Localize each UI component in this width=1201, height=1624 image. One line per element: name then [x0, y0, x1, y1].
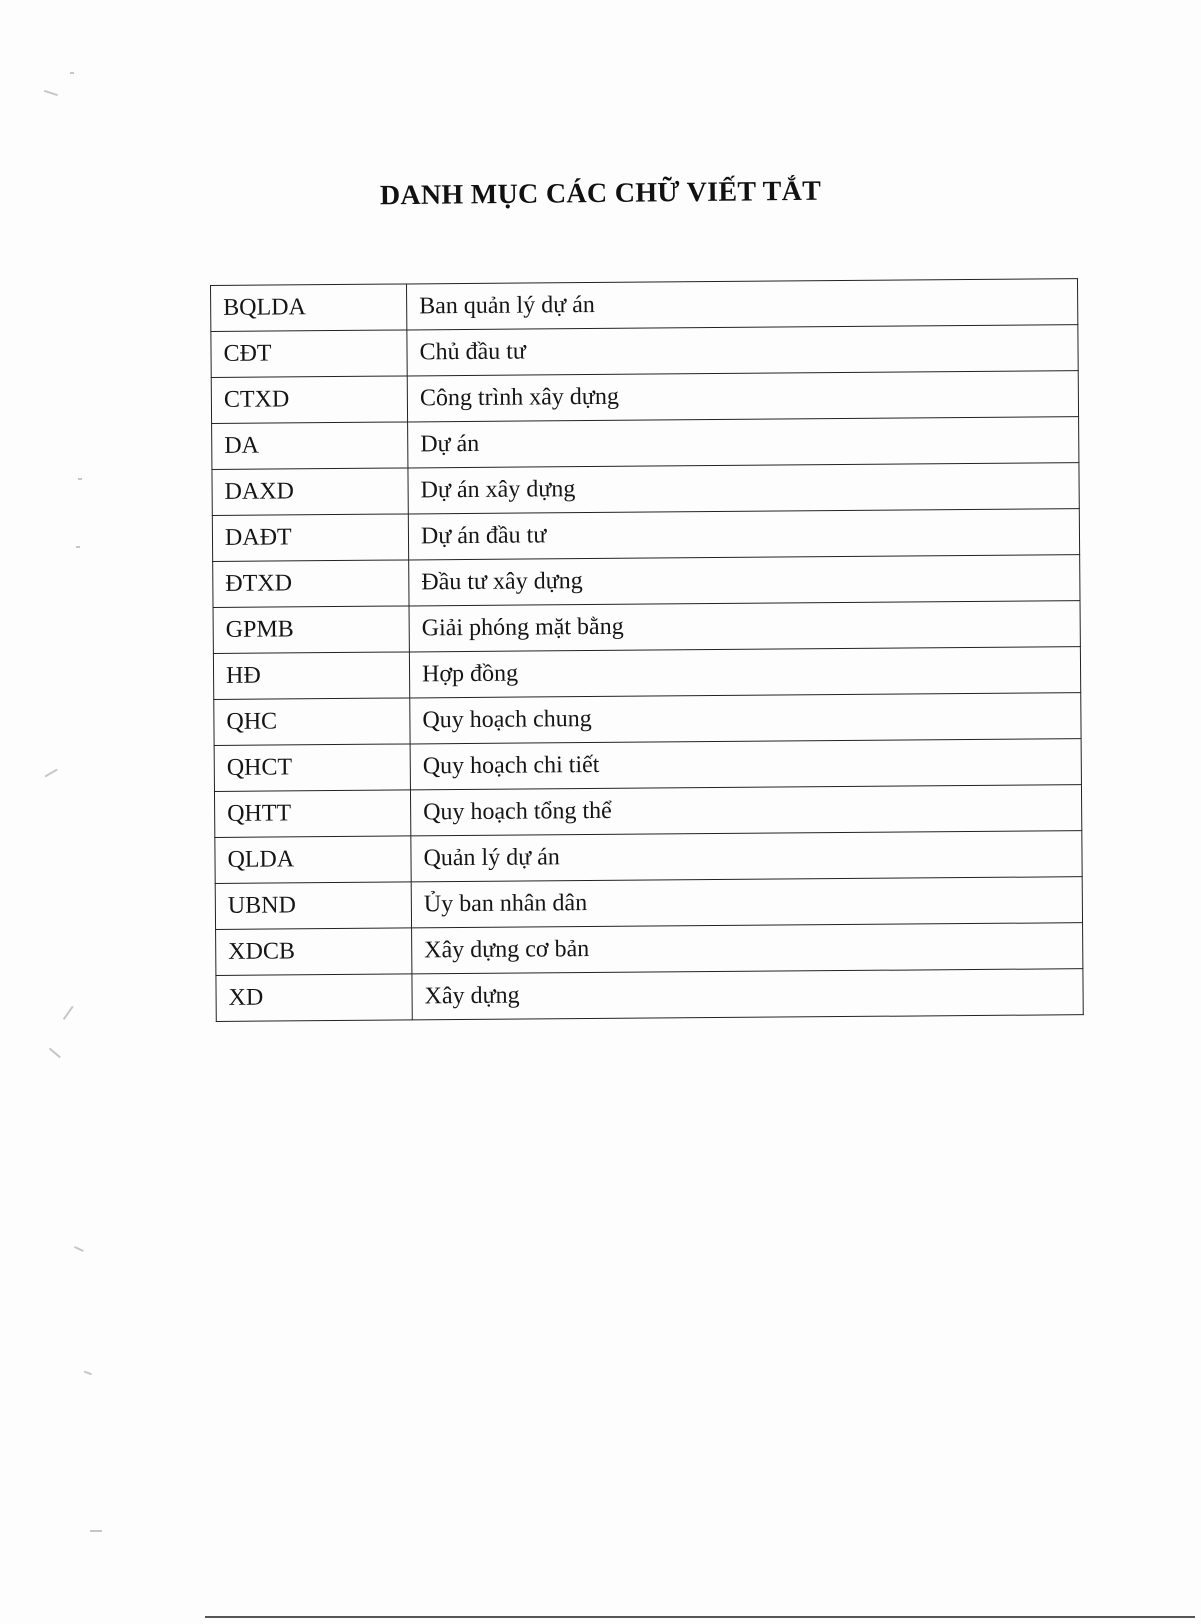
abbreviation-code: QLDA	[215, 836, 411, 884]
table-row	[211, 279, 1078, 332]
table-row	[215, 877, 1082, 930]
scan-mark	[63, 1006, 73, 1020]
scan-mark	[84, 1371, 92, 1375]
table-row	[216, 969, 1083, 1022]
abbreviation-meaning: Quy hoạch chung	[410, 693, 1081, 744]
scan-mark	[44, 90, 58, 96]
scan-mark	[76, 546, 80, 548]
table-row	[211, 371, 1078, 424]
abbreviation-code: CTXD	[211, 376, 407, 424]
abbreviation-code: CĐT	[211, 330, 407, 378]
abbreviation-code: BQLDA	[211, 284, 407, 332]
abbreviation-code: QHTT	[214, 790, 410, 838]
abbreviation-meaning: Quy hoạch tổng thể	[410, 785, 1081, 836]
table-row	[214, 739, 1081, 792]
table-row	[215, 831, 1082, 884]
abbreviation-meaning: Xây dựng	[412, 969, 1083, 1020]
abbreviation-code: GPMB	[213, 606, 409, 654]
table-row	[212, 509, 1079, 562]
abbreviation-code: QHC	[214, 698, 410, 746]
abbreviation-code: UBND	[215, 882, 411, 930]
table-row	[213, 555, 1080, 608]
table-row	[214, 785, 1081, 838]
abbreviation-code: XD	[216, 974, 412, 1022]
abbreviation-meaning: Chủ đầu tư	[407, 325, 1078, 376]
abbreviation-code: ĐTXD	[213, 560, 409, 608]
abbreviation-table-body	[211, 279, 1084, 1022]
abbreviation-meaning: Hợp đồng	[409, 647, 1080, 698]
table-row	[214, 693, 1081, 746]
scan-mark	[49, 1048, 61, 1058]
abbreviation-meaning: Dự án	[408, 417, 1079, 468]
table-row	[213, 601, 1080, 654]
scan-mark	[45, 769, 58, 777]
abbreviation-code: XDCB	[216, 928, 412, 976]
table-row	[212, 463, 1079, 516]
abbreviation-meaning: Quy hoạch chi tiết	[410, 739, 1081, 790]
abbreviation-meaning: Ủy ban nhân dân	[411, 877, 1082, 928]
abbreviation-meaning: Dự án xây dựng	[408, 463, 1079, 514]
scan-mark	[90, 1530, 102, 1532]
abbreviation-meaning: Công trình xây dựng	[407, 371, 1078, 422]
scan-mark	[78, 478, 82, 480]
abbreviation-code: DAXD	[212, 468, 408, 516]
abbreviation-meaning: Xây dựng cơ bản	[412, 923, 1083, 974]
page-title: DANH MỤC CÁC CHỮ VIẾT TẮT	[379, 175, 822, 212]
table-row	[212, 417, 1079, 470]
abbreviation-meaning: Đầu tư xây dựng	[409, 555, 1080, 606]
scan-mark	[74, 1246, 84, 1252]
table-row	[211, 325, 1078, 378]
abbreviation-table-container	[210, 278, 1084, 1022]
abbreviation-meaning: Dự án đầu tư	[408, 509, 1079, 560]
abbreviation-code: HĐ	[213, 652, 409, 700]
abbreviation-code: DA	[212, 422, 408, 470]
bottom-rule	[205, 1616, 1195, 1618]
abbreviation-code: DAĐT	[212, 514, 408, 562]
abbreviation-meaning: Quản lý dự án	[411, 831, 1082, 882]
abbreviation-code: QHCT	[214, 744, 410, 792]
scan-mark	[70, 72, 74, 74]
abbreviation-table	[210, 278, 1084, 1022]
abbreviation-meaning: Giải phóng mặt bằng	[409, 601, 1080, 652]
table-row	[213, 647, 1080, 700]
table-row	[216, 923, 1083, 976]
abbreviation-meaning: Ban quản lý dự án	[406, 279, 1077, 330]
